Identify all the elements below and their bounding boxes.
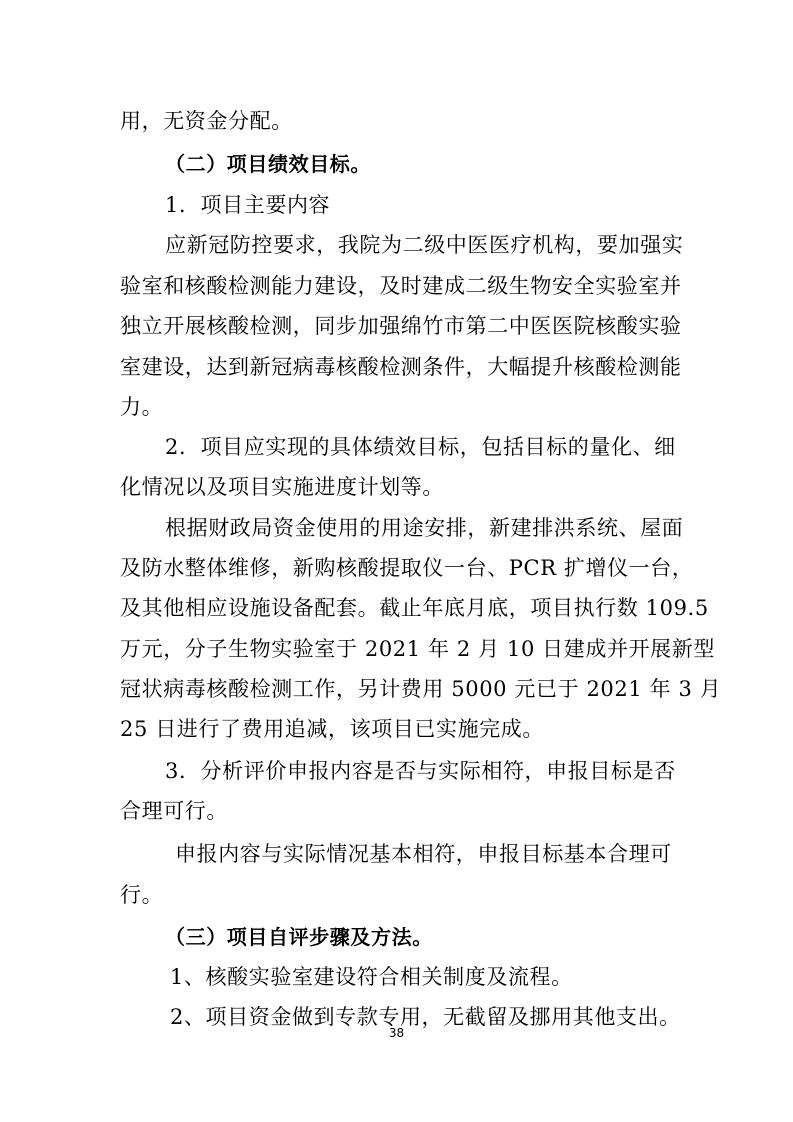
paragraph-line: 万元，分子生物实验室于 2021 年 2 月 10 日建成并开展新型 — [120, 637, 715, 661]
paragraph-line: 用，无资金分配。 — [120, 109, 293, 133]
paragraph-line: 25 日进行了费用追减，该项目已实施完成。 — [120, 717, 544, 741]
subsection-heading: 1．项目主要内容 — [165, 193, 331, 217]
paragraph-line: 验室和核酸检测能力建设，及时建成二级生物安全实验室并 — [120, 274, 682, 298]
paragraph-line: 应新冠防控要求，我院为二级中医医疗机构，要加强实 — [165, 233, 684, 257]
paragraph-line: 及防水整体维修，新购核酸提取仪一台、PCR 扩增仪一台， — [120, 556, 694, 580]
paragraph-line: 合理可行。 — [120, 799, 228, 823]
subsection-heading: 3．分析评价申报内容是否与实际相符，申报目标是否 — [165, 759, 676, 783]
list-item: 1、核酸实验室建设符合相关制度及流程。 — [170, 965, 573, 989]
paragraph-line: 及其他相应设施设备配套。截止年底月底，项目执行数 109.5 — [120, 596, 709, 620]
paragraph-line: 室建设，达到新冠病毒核酸检测条件，大幅提升核酸检测能 — [120, 355, 682, 379]
section-heading: （二）项目绩效目标。 — [165, 152, 371, 176]
paragraph-line: 行。 — [120, 883, 164, 907]
paragraph-line: 申报内容与实际情况基本相符，申报目标基本合理可 — [175, 842, 672, 866]
subsection-heading: 2．项目应实现的具体绩效目标，包括目标的量化、细 — [165, 435, 676, 459]
page-number: 38 — [388, 1026, 405, 1040]
paragraph-line: 根据财政局资金使用的用途安排，新建排洪系统、屋面 — [165, 516, 684, 540]
paragraph-line: 力。 — [120, 395, 164, 419]
paragraph-line: 冠状病毒核酸检测工作，另计费用 5000 元已于 2021 年 3 月 — [120, 677, 722, 701]
paragraph-line: 化情况以及项目实施进度计划等。 — [120, 475, 444, 499]
paragraph-line: 独立开展核酸检测，同步加强绵竹市第二中医医院核酸实验 — [120, 314, 682, 338]
section-heading: （三）项目自评步骤及方法。 — [165, 925, 433, 949]
list-item: 2、项目资金做到专款专用，无截留及挪用其他支出。 — [170, 1005, 681, 1029]
